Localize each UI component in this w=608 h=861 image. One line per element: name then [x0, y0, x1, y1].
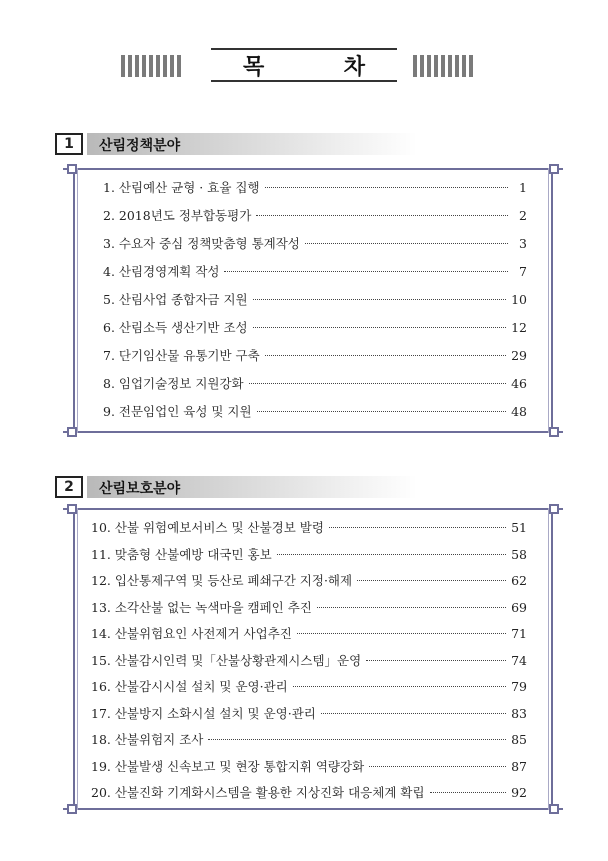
title-char-2: 차 [343, 54, 365, 80]
toc-item-label: 13. 소각산불 없는 녹색마을 캠페인 추진 [91, 599, 312, 615]
toc-item[interactable] [91, 571, 527, 591]
leader-dots [265, 187, 508, 188]
decorative-stripes-right [413, 55, 473, 77]
toc-item-label: 9. 전문임업인 육성 및 지원 [103, 404, 252, 419]
toc-item-label: 19. 산불발생 신속보고 및 현장 통합지휘 역량강화 [91, 758, 365, 774]
toc-item-label: 12. 입산통제구역 및 등산로 폐쇄구간 지정·해제 [91, 573, 353, 588]
section-number: 2 [55, 476, 83, 498]
toc-item-label: 18. 산불위험지 조사 [91, 732, 204, 747]
decorative-stripes-left [121, 55, 181, 77]
toc-item-page: 83 [511, 705, 527, 721]
toc-item-label: 15. 산불감시인력 및「산불상황관제시스템」운영 [91, 652, 362, 668]
toc-item-label: 20. 산불진화 기계화시스템을 활용한 지상진화 대응체계 확립 [91, 785, 425, 800]
toc-item-page: 51 [511, 520, 527, 535]
toc-item[interactable] [91, 545, 527, 565]
toc-item[interactable] [91, 598, 527, 618]
toc-item[interactable] [91, 677, 527, 697]
section-header-2 [55, 476, 415, 500]
section-header-1 [55, 133, 415, 157]
leader-dots [305, 243, 508, 244]
toc-item-label: 6. 산림소득 생산기반 조성 [103, 320, 248, 335]
toc-item[interactable] [103, 234, 527, 254]
toc-item[interactable] [91, 757, 527, 777]
toc-item[interactable] [103, 206, 527, 226]
leader-dots [257, 411, 507, 412]
leader-dots [329, 527, 506, 528]
toc-item-label: 3. 수요자 중심 정책맞춤형 통계작성 [103, 236, 300, 251]
toc-item[interactable] [103, 402, 527, 422]
leader-dots [297, 633, 506, 634]
toc-item[interactable] [91, 651, 527, 671]
leader-dots [317, 607, 506, 608]
leader-dots [249, 383, 506, 384]
toc-item[interactable] [103, 374, 527, 394]
toc-item-page: 62 [511, 573, 527, 588]
toc-item[interactable] [103, 346, 527, 366]
toc-item-label: 14. 산불위험요인 사전제거 사업추진 [91, 626, 292, 641]
toc-item-label: 10. 산불 위험예보서비스 및 산불경보 발령 [91, 520, 324, 535]
leader-dots [253, 327, 506, 328]
toc-item-label: 2. 2018년도 정부합동평가 [103, 208, 252, 223]
leader-dots [265, 355, 506, 356]
toc-item-label: 4. 산림경영계획 작성 [103, 264, 220, 279]
toc-item-page: 46 [511, 376, 527, 391]
toc-item-label: 5. 산림사업 종합자금 지원 [103, 292, 248, 307]
toc-item[interactable] [103, 290, 527, 310]
toc-item-page: 48 [511, 404, 527, 419]
toc-item-label: 17. 산불방지 소화시설 설치 및 운영·관리 [91, 705, 316, 721]
leader-dots [256, 215, 508, 216]
toc-item[interactable] [91, 624, 527, 644]
toc-item[interactable] [103, 318, 527, 338]
leader-dots [430, 792, 507, 793]
toc-item-page: 71 [511, 626, 527, 641]
leader-dots [366, 660, 506, 661]
toc-item-label: 1. 산림예산 균형 · 효율 집행 [103, 180, 260, 195]
section-title: 산림정책분야 [99, 138, 181, 154]
leader-dots [253, 299, 506, 300]
toc-item-page: 79 [511, 679, 527, 694]
section-title: 산림보호분야 [99, 481, 181, 497]
toc-item[interactable] [103, 262, 527, 282]
page-title [211, 48, 397, 82]
toc-item-page: 12 [511, 320, 527, 335]
leader-dots [208, 739, 506, 740]
toc-item-page: 7 [519, 264, 527, 279]
toc-title-banner [0, 46, 608, 86]
toc-item[interactable] [103, 178, 527, 198]
title-char-1: 목 [243, 54, 265, 80]
leader-dots [369, 766, 506, 767]
toc-item[interactable] [91, 518, 527, 538]
toc-item-page: 74 [511, 652, 527, 668]
toc-item-label: 8. 임업기술정보 지원강화 [103, 376, 244, 391]
toc-item[interactable] [91, 783, 527, 803]
toc-item[interactable] [91, 704, 527, 724]
section-number: 1 [55, 133, 83, 155]
leader-dots [293, 686, 506, 687]
toc-item-page: 29 [511, 348, 527, 363]
leader-dots [224, 271, 508, 272]
leader-dots [321, 713, 506, 714]
toc-item-page: 10 [511, 292, 527, 307]
leader-dots [277, 554, 506, 555]
toc-item-page: 1 [519, 180, 527, 195]
toc-item-label: 7. 단기임산물 유통기반 구축 [103, 348, 260, 363]
toc-item-label: 16. 산불감시시설 설치 및 운영·관리 [91, 679, 288, 694]
toc-item-label: 11. 맞춤형 산불예방 대국민 홍보 [91, 546, 272, 562]
toc-item-page: 3 [519, 236, 527, 251]
toc-item-page: 2 [519, 208, 527, 223]
leader-dots [357, 580, 506, 581]
toc-item-page: 69 [511, 599, 527, 615]
toc-item[interactable] [91, 730, 527, 750]
toc-item-page: 87 [511, 758, 527, 774]
toc-item-page: 92 [511, 785, 527, 800]
toc-item-page: 58 [511, 546, 527, 562]
toc-item-page: 85 [511, 732, 527, 747]
